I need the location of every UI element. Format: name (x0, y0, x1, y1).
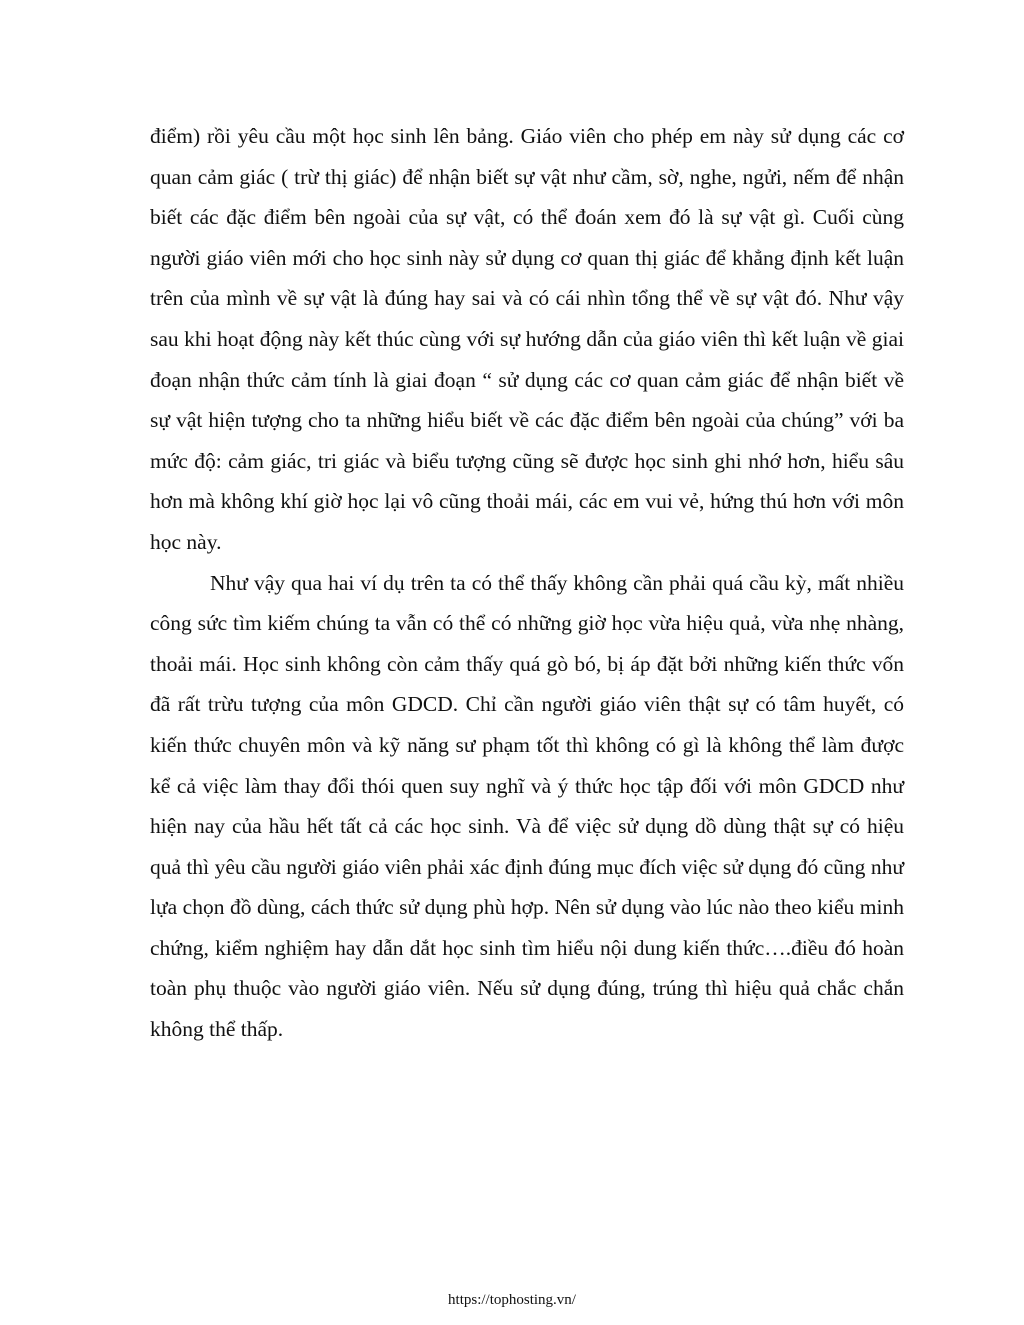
page-footer-url: https://tophosting.vn/ (448, 1292, 576, 1308)
paragraph-continuation: điểm) rồi yêu cầu một học sinh lên bảng. Giáo viên cho phép em này sử dụng các cơ quan cảm giác ( trừ thị giác) để nhận biết sự vật như cầm, sờ, nghe, ngửi, nếm để nhận biết các đặc điểm bên ngoài của sự vật, có thể đoán xem đó là sự vật gì. Cuối cùng người giáo viên mới cho học sinh này sử dụng cơ quan thị giác để khẳng định kết luận trên của mình về sự vật là đúng hay sai và có cái nhìn tổng thể về sự vật đó. Như vậy sau khi hoạt động này kết thúc cùng với sự hướng dẫn của giáo viên thì kết luận về giai đoạn nhận thức cảm tính là giai đoạn “ sử dụng các cơ quan cảm giác để nhận biết về sự vật hiện tượng cho ta những hiểu biết về các đặc điểm bên ngoài của chúng” với ba mức độ: cảm giác, tri giác và biểu tượng cũng sẽ được học sinh ghi nhớ hơn, hiểu sâu hơn mà không khí giờ học lại vô cũng thoải mái, các em vui vẻ, hứng thú hơn với môn học này. (150, 124, 904, 554)
paragraph-conclusion: Như vậy qua hai ví dụ trên ta có thể thấy không cần phải quá cầu kỳ, mất nhiều công sức tìm kiếm chúng ta vẫn có thể có những giờ học vừa hiệu quả, vừa nhẹ nhàng, thoải mái. Học sinh không còn cảm thấy quá gò bó, bị áp đặt bởi những kiến thức vốn đã rất trừu tượng của môn GDCD. Chỉ cần người giáo viên thật sự có tâm huyết, có kiến thức chuyên môn và kỹ năng sư phạm tốt thì không có gì là không thể làm được kể cả việc làm thay đổi thói quen suy nghĩ và ý thức học tập đối với môn GDCD như hiện nay của hầu hết tất cả các học sinh. Và để việc sử dụng dồ dùng thật sự có hiệu quả thì yêu cầu người giáo viên phải xác định đúng mục đích việc sử dụng đó cũng như lựa chọn đồ dùng, cách thức sử dụng phù hợp. Nên sử dụng vào lúc nào theo kiểu minh chứng, kiểm nghiệm hay dẫn dắt học sinh tìm hiểu nội dung kiến thức….điều đó hoàn toàn phụ thuộc vào người giáo viên. Nếu sử dụng đúng, trúng thì hiệu quả chắc chắn không thể thấp. (150, 570, 904, 1042)
body-text (150, 116, 904, 1050)
